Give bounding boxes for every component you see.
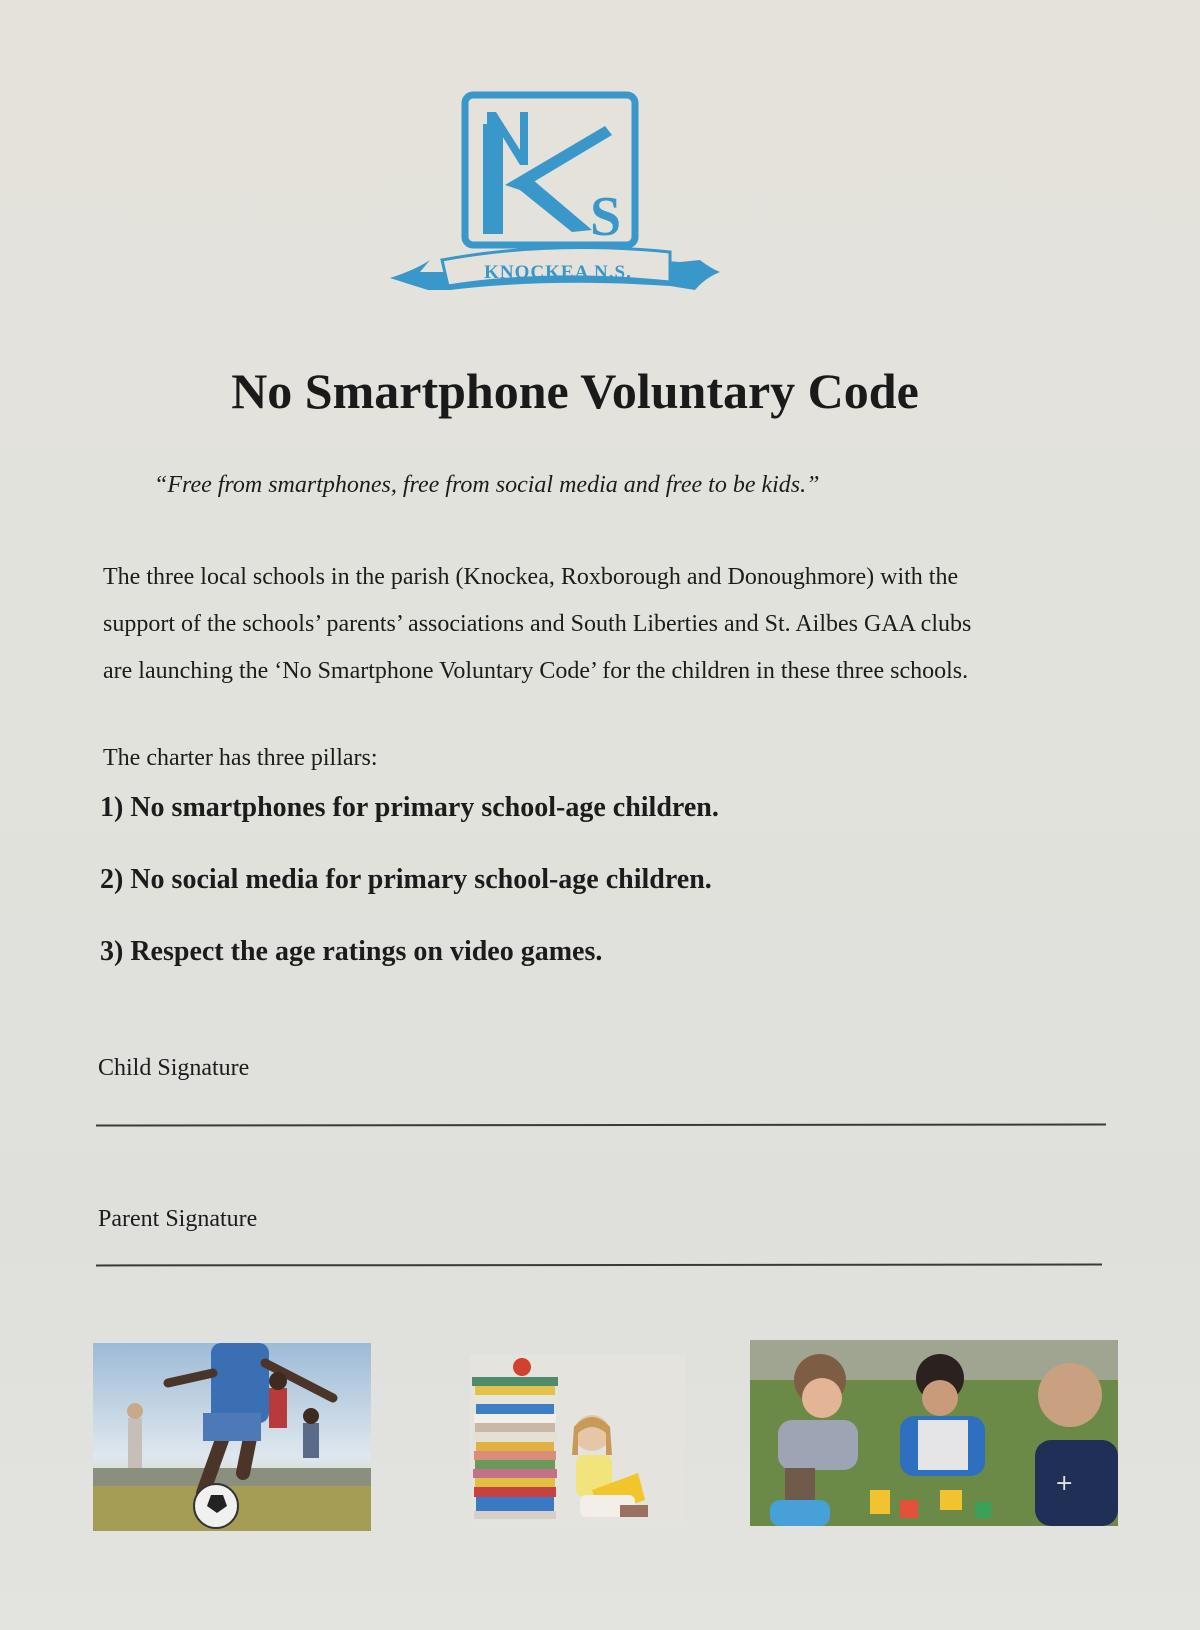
- intro-line: support of the schools’ parents’ associations and South Liberties and St. Ailbes GAA clubs: [103, 611, 972, 637]
- svg-text:S: S: [590, 186, 622, 248]
- pillar-2: 2) No social media for primary school-age children.: [100, 864, 712, 895]
- intro-line: The three local schools in the parish (Knockea, Roxborough and Donoughmore) with the: [103, 564, 959, 590]
- svg-text:KNOCKEA N.S.: KNOCKEA N.S.: [484, 262, 632, 283]
- motto-quote: “Free from smartphones, free from social media and free to be kids.”: [154, 472, 820, 498]
- page-title: No Smartphone Voluntary Code: [231, 363, 919, 419]
- girl-reading-with-book-stack-photo: [470, 1355, 685, 1527]
- boys-playing-on-grass-photo: [750, 1340, 1118, 1526]
- parent-signature-label: Parent Signature: [98, 1206, 258, 1232]
- charter-lead: The charter has three pillars:: [103, 745, 378, 771]
- knockea-crest-icon: [370, 90, 740, 310]
- parent-signature-line[interactable]: [96, 1264, 1102, 1267]
- intro-paragraph: [103, 554, 1113, 695]
- intro-line: are launching the ‘No Smartphone Voluntary Code’ for the children in these three schools.: [103, 658, 969, 684]
- svg-text:+: +: [1055, 1471, 1074, 1496]
- pillar-3: 3) Respect the age ratings on video games.: [100, 936, 603, 967]
- children-playing-football-photo: [93, 1343, 371, 1531]
- pillar-1: 1) No smartphones for primary school-age children.: [100, 792, 719, 823]
- school-logo: [370, 90, 740, 310]
- child-signature-label: Child Signature: [98, 1055, 250, 1081]
- child-signature-line[interactable]: [96, 1123, 1106, 1126]
